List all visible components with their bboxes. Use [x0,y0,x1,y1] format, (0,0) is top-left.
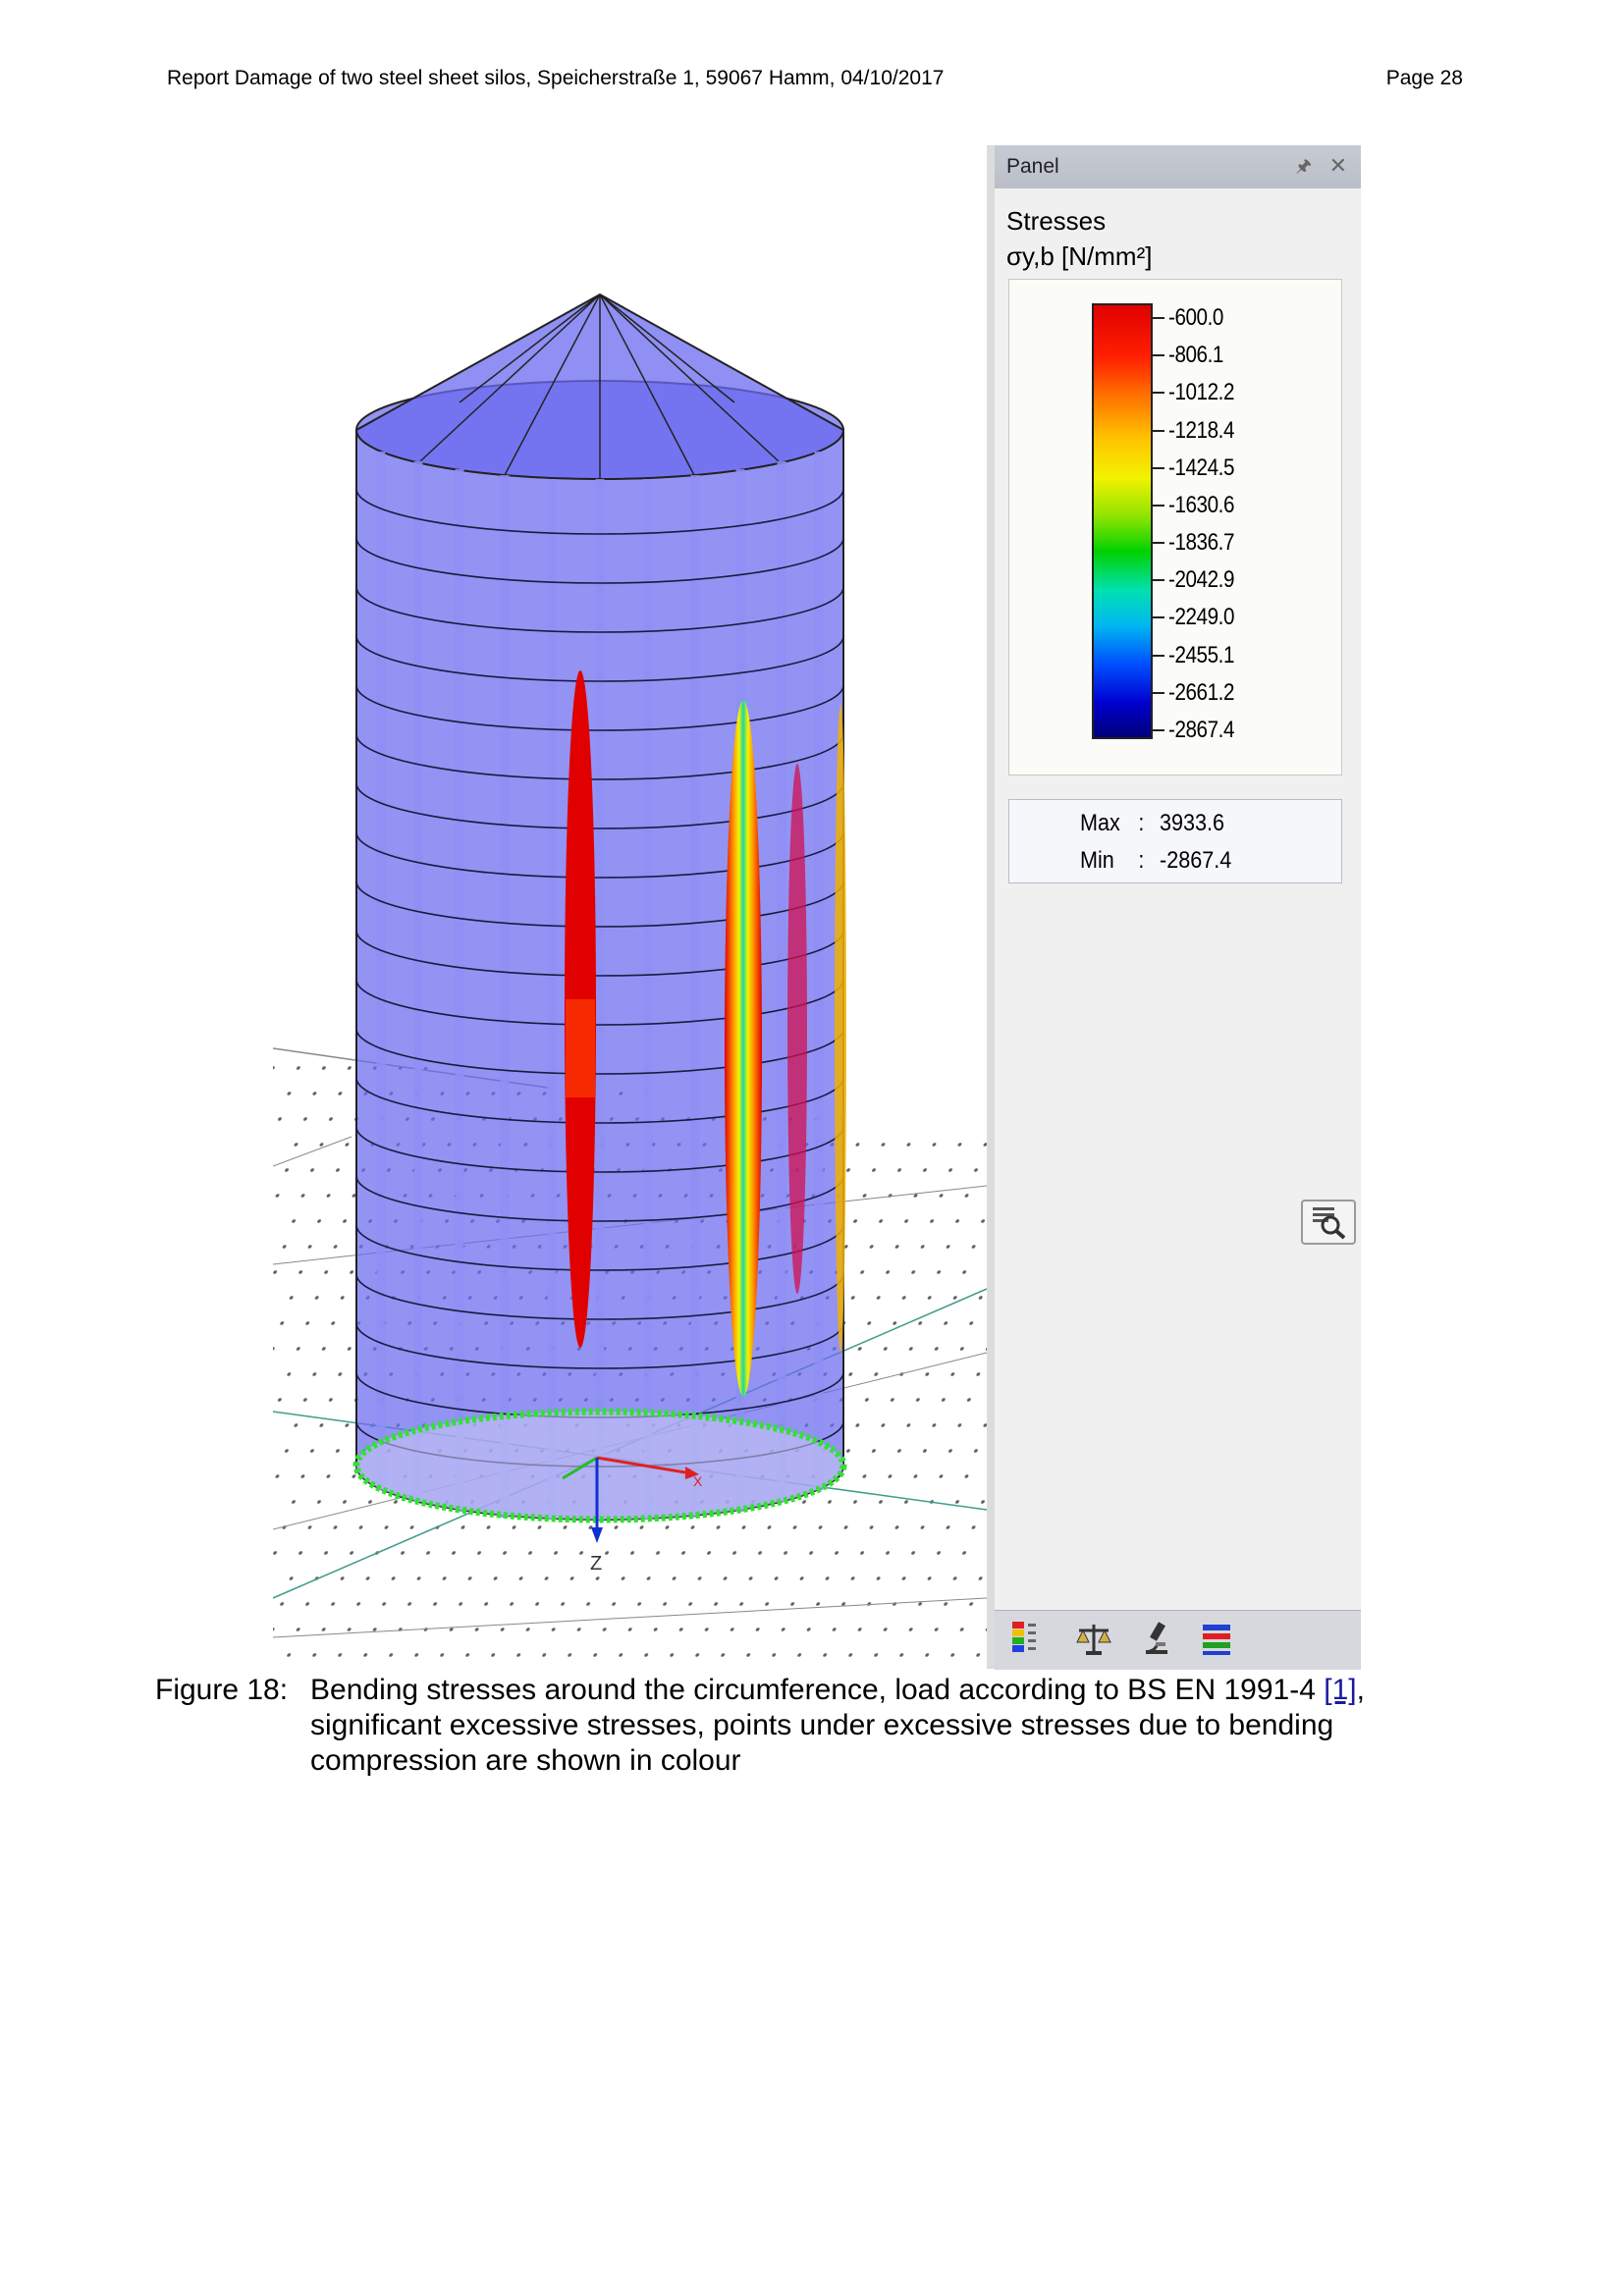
report-title: Report Damage of two steel sheet silos, Speicherstraße 1, 59067 Hamm, 04/10/2017 [167,67,945,89]
z-axis-label: Z [590,1553,603,1575]
legend-value-label: -2867.4 [1168,717,1234,743]
caption-reference-link[interactable]: [1] [1324,1674,1357,1706]
min-label: Min [1080,847,1114,874]
zoom-button[interactable] [1301,1200,1356,1245]
legend-tick [1153,317,1164,319]
color-legend [1008,279,1342,775]
legend-value-label: -1218.4 [1168,416,1234,444]
panel-title: Panel [1006,155,1059,178]
model-viewport[interactable] [273,145,987,1669]
silo-model[interactable] [356,294,846,1522]
legend-value-label: -1012.2 [1168,379,1234,406]
panel-titlebar [995,145,1361,188]
close-icon[interactable]: ✕ [1328,153,1347,178]
legend-tick [1153,467,1164,469]
legend-value-label: -2661.2 [1168,678,1234,706]
caption-text [310,1673,1430,1779]
max-label: Max [1080,810,1120,836]
legend-tick [1153,655,1164,657]
figure-screenshot [273,145,1361,1669]
panel-toolbar [995,1610,1361,1670]
legend-tick [1153,729,1164,731]
silo-base-supports [356,1412,843,1520]
legend-tick [1153,354,1164,356]
legend-tick [1153,579,1164,581]
stress-title: Stresses [1006,206,1107,236]
magnifier-icon [1303,1201,1354,1243]
max-colon: : [1138,810,1145,836]
microscope-icon[interactable] [1136,1619,1177,1660]
legend-tick [1153,430,1164,432]
legend-tick [1153,542,1164,544]
legend-tick [1153,616,1164,618]
legend-value-label: -2042.9 [1168,566,1234,594]
stress-band-right [787,764,807,1294]
results-panel [987,145,1361,1669]
max-value: 3933.6 [1160,810,1225,836]
page-header [167,67,1463,90]
legend-tick [1153,692,1164,694]
pin-icon[interactable]: 🖈︎ [1295,156,1312,176]
stress-unit: σy,b [N/mm²] [1006,241,1153,271]
legend-value-label: -1836.7 [1168,529,1234,557]
min-value: -2867.4 [1160,847,1232,874]
color-scale-bar [1092,303,1153,739]
legend-tick [1153,505,1164,507]
page-number: Page 28 [1385,67,1463,89]
min-colon: : [1138,847,1145,874]
color-scale-icon[interactable] [1008,1619,1050,1660]
stress-band-center [725,700,762,1397]
legend-value-label: -1630.6 [1168,491,1234,518]
caption-number: Figure 18: [155,1674,289,1706]
layers-icon[interactable] [1197,1619,1238,1660]
legend-tick [1153,392,1164,394]
caption-text-end: , significant excessive stresses, points under excessive stresses due to bending compression are shown in colour [310,1674,1365,1777]
legend-value-label: -600.0 [1168,304,1223,331]
x-axis-label: X [693,1473,703,1489]
max-min-box [1008,799,1342,883]
legend-value-label: -2455.1 [1168,641,1234,668]
legend-value-label: -2249.0 [1168,604,1234,631]
legend-value-label: -1424.5 [1168,454,1234,481]
legend-value-label: -806.1 [1168,342,1223,369]
balance-icon[interactable] [1073,1619,1114,1660]
caption-text-start: Bending stresses around the circumference, load according to BS EN 1991-4 [310,1674,1325,1706]
